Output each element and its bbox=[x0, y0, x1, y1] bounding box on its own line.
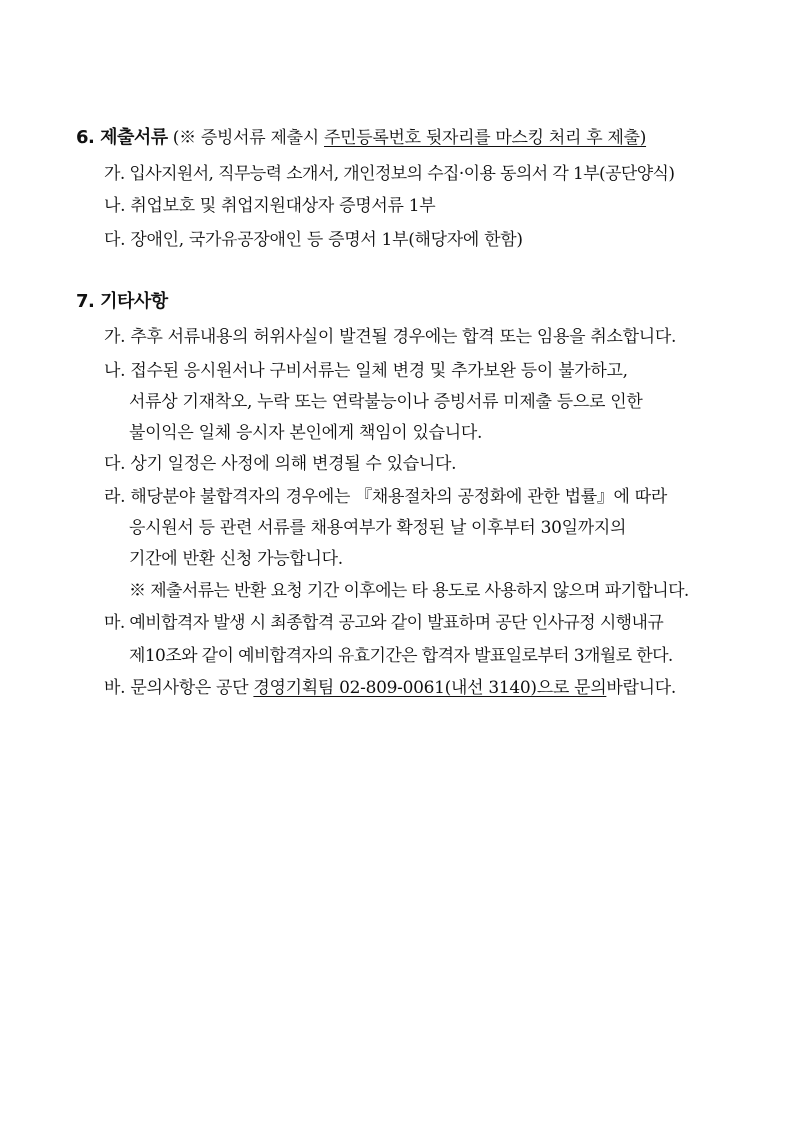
section-6-item-na: 나. 취업보호 및 취업지원대상자 증명서류 1부 bbox=[104, 196, 436, 216]
masking-instruction: 주민등록번호 뒷자리를 마스킹 처리 후 제출) bbox=[324, 128, 647, 148]
section-7-item-na-line3: 불이익은 일체 응시자 본인에게 책임이 있습니다. bbox=[129, 423, 483, 443]
contact-info: 경영기획팀 02-809-0061(내선 3140)으로 문의 bbox=[253, 678, 607, 698]
section-6-item-ga: 가. 입사지원서, 직무능력 소개서, 개인정보의 수집·이용 동의서 각 1부(공단양식) bbox=[104, 164, 675, 184]
section-7-item-ma-line1: 마. 예비합격자 발생 시 최종합격 공고와 같이 발표하며 공단 인사규정 시행내규 bbox=[104, 613, 664, 633]
section-7-item-da: 다. 상기 일정은 사정에 의해 변경될 수 있습니다. bbox=[104, 454, 457, 474]
section-7-item-ga: 가. 추후 서류내용의 허위사실이 발견될 경우에는 합격 또는 임용을 취소합니다. bbox=[104, 327, 677, 347]
section-7-item-ra-line1: 라. 해당분야 불합격자의 경우에는 『채용절차의 공정화에 관한 법률』에 따라 bbox=[104, 487, 667, 507]
section-7-item-ra-line2: 응시원서 등 관련 서류를 채용여부가 확정된 날 이후부터 30일까지의 bbox=[129, 518, 627, 538]
section-7-item-na-line1: 나. 접수된 응시원서나 구비서류는 일체 변경 및 추가보완 등이 불가하고, bbox=[104, 361, 628, 381]
section-6-item-da: 다. 장애인, 국가유공장애인 등 증명서 1부(해당자에 한함) bbox=[104, 230, 523, 250]
section-6-note: (※ 증빙서류 제출시 주민등록번호 뒷자리를 마스킹 처리 후 제출) bbox=[167, 128, 647, 148]
section-7-item-ra-line3: 기간에 반환 신청 가능합니다. bbox=[129, 549, 343, 569]
section-7-heading: 7. 기타사항 bbox=[76, 291, 168, 312]
section-6-heading bbox=[76, 127, 646, 149]
section-7-item-ma-line2: 제10조와 같이 예비합격자의 유효기간은 합격자 발표일로부터 3개월로 한다. bbox=[129, 646, 673, 666]
section-7-item-na-line2: 서류상 기재착오, 누락 또는 연락불능이나 증빙서류 미제출 등으로 인한 bbox=[129, 392, 643, 412]
section-7-item-ba: 바. 문의사항은 공단 경영기획팀 02-809-0061(내선 3140)으로 문의바랍니다. bbox=[104, 678, 676, 698]
section-7-item-ra-note: ※ 제출서류는 반환 요청 기간 이후에는 타 용도로 사용하지 않으며 파기합니다. bbox=[129, 581, 689, 601]
section-6-title: 6. 제출서류 bbox=[76, 127, 168, 148]
